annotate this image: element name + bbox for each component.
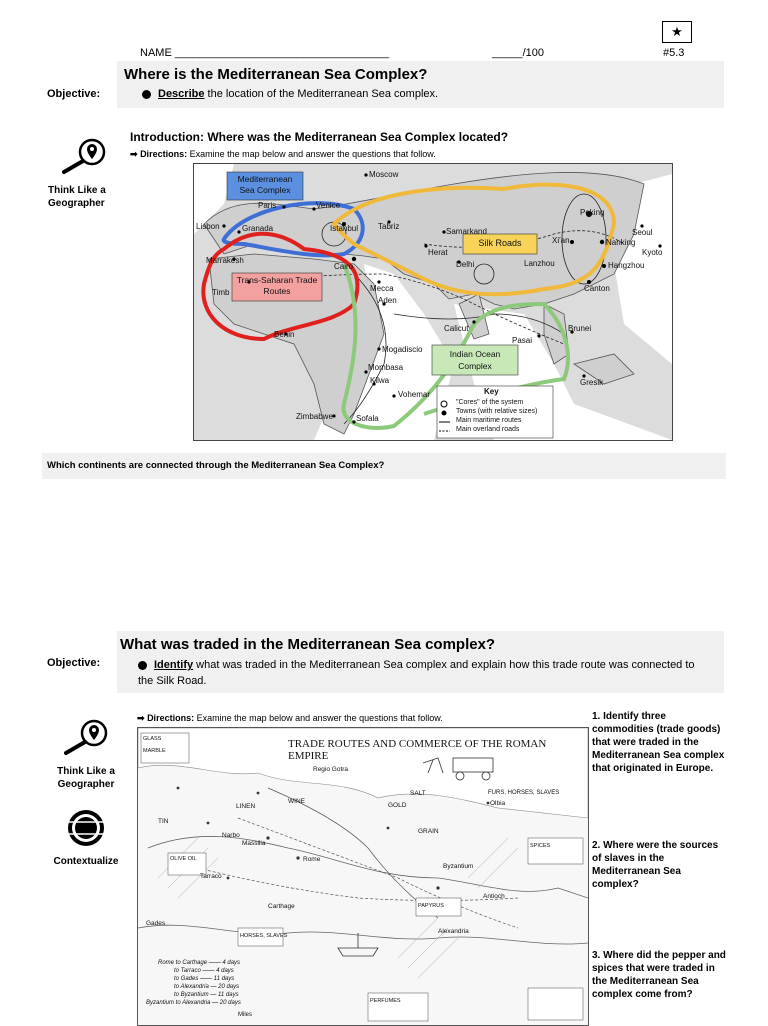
- key-item-cores: "Cores" of the system: [456, 399, 524, 406]
- bullet-icon: [138, 661, 147, 670]
- city-label: Cairo: [334, 262, 354, 271]
- city-label: Aden: [378, 296, 397, 305]
- map2-label: PAPYRUS: [418, 903, 444, 909]
- map2-label: Regio Gotra: [313, 766, 349, 773]
- city-label: Kilwa: [370, 376, 390, 385]
- directions-1: ➡ Directions: Examine the map below and answer the questions that follow.: [130, 149, 436, 159]
- label-trans-saharan: Trans-Saharan Trade Routes: [236, 275, 318, 296]
- map2-label: Olbia: [490, 800, 506, 807]
- map2-label: TIN: [158, 818, 169, 825]
- worksheet-number: #5.3: [663, 47, 685, 59]
- label-indian-ocean: Indian Ocean Complex: [449, 349, 501, 371]
- city-label: Mombasa: [368, 363, 404, 372]
- city-label: Kyoto: [642, 248, 663, 257]
- trade-network-map: [193, 163, 673, 441]
- city-label: Marrakesh: [206, 256, 244, 265]
- section2-title: What was traded in the Mediterranean Sea complex?: [120, 636, 496, 653]
- key-item-maritime: Main maritime routes: [456, 417, 522, 424]
- objective-2: Identify what was traded in the Mediterranean Sea complex and explain how this trade route was connected to the Silk Road.: [138, 659, 695, 687]
- travel-time: to Byzantium — 11 days: [174, 992, 239, 998]
- key-title: Key: [484, 387, 499, 396]
- travel-time: to Alexandria — 20 days: [174, 984, 240, 990]
- label-silk-roads: Silk Roads: [478, 238, 522, 248]
- map2-label: Gades: [146, 920, 166, 927]
- question-1: 1. Identify three commodities (trade goods) that were traded in the Mediterranean Sea complex that originated in Europe.: [592, 711, 725, 774]
- map2-label: Antioch: [483, 893, 505, 900]
- map2-label: MARBLE: [143, 748, 166, 754]
- city-label: Vohemar: [398, 390, 431, 399]
- city-label: Xi'an: [552, 236, 570, 245]
- map2-label: WINE: [288, 798, 305, 805]
- contextualize-icon: [66, 808, 106, 848]
- map2-label: SALT: [410, 790, 426, 797]
- city-label: Delhi: [456, 260, 475, 269]
- city-label: Seoul: [632, 228, 653, 237]
- magnifier-location-icon: [62, 718, 110, 756]
- map2-label: HORSES, SLAVES: [240, 933, 288, 939]
- map2-label: Rome: [303, 856, 321, 863]
- continents-question: Which continents are connected through the Mediterranean Sea Complex?: [47, 460, 385, 471]
- label-med-complex: Mediterranean Sea Complex: [237, 174, 293, 195]
- city-label: Venice: [316, 201, 341, 210]
- map2-label: Byzantium: [443, 863, 474, 870]
- map2-label: LINEN: [236, 803, 256, 810]
- think-like-geographer-label-1: Think Like a Geographer: [48, 185, 106, 209]
- objective-label-2: Objective:: [47, 657, 101, 669]
- map2-label: FURS, HORSES, SLAVES: [488, 790, 560, 796]
- city-label: Mecca: [370, 284, 394, 293]
- question-2: 2. Where were the sources of slaves in the Mediterranean Sea complex?: [592, 840, 719, 890]
- city-label: Benin: [274, 330, 295, 339]
- think-like-geographer-label-2: Think Like a Geographer: [57, 766, 115, 790]
- city-label: Samarkand: [446, 227, 487, 236]
- city-label: Herat: [428, 248, 448, 257]
- map2-label: PERFUMES: [370, 998, 401, 1004]
- city-label: Moscow: [369, 170, 399, 179]
- city-label: Nanking: [606, 238, 636, 247]
- travel-time: to Tarraco —— 4 days: [174, 968, 234, 974]
- travel-time: to Gades —— 11 days: [174, 976, 235, 982]
- city-label: Brunei: [568, 324, 592, 333]
- map2-label: GOLD: [388, 802, 407, 809]
- directions-2: ➡ Directions: Examine the map below and answer the questions that follow.: [137, 713, 443, 723]
- key-item-overland: Main overland roads: [456, 426, 520, 433]
- city-label: Lanzhou: [524, 259, 555, 268]
- star-box: ★: [662, 21, 692, 43]
- map2-label: Miles: [238, 1012, 253, 1018]
- map2-label: GRAIN: [418, 828, 439, 835]
- map2-label: Narbo: [222, 832, 240, 839]
- city-label: Pasai: [512, 336, 533, 345]
- section1-title: Where is the Mediterranean Sea Complex?: [124, 66, 428, 83]
- magnifier-location-icon: [60, 137, 108, 175]
- objective-label-1: Objective:: [47, 88, 101, 100]
- city-label: Paris: [258, 201, 277, 210]
- roman-trade-map: [137, 727, 589, 1026]
- city-label: Sofala: [356, 414, 379, 423]
- travel-time: Rome to Carthage —— 4 days: [158, 960, 241, 966]
- map2-label: Massilia: [242, 840, 266, 847]
- name-field[interactable]: NAME ___________________________________: [140, 47, 389, 59]
- contextualize-label: Contextualize: [53, 856, 119, 867]
- city-label: Tabriz: [378, 222, 400, 231]
- city-label: Lisbon: [196, 222, 220, 231]
- city-label: Zimbabwe: [296, 412, 333, 421]
- score-field[interactable]: _____/100: [492, 47, 544, 59]
- objective-1: Describe the location of the Mediterranean Sea complex.: [142, 88, 438, 100]
- map2-label: Carthage: [268, 903, 295, 910]
- city-label: Granada: [242, 224, 274, 233]
- map2-label: GLASS: [143, 736, 162, 742]
- map2-label: SPICES: [530, 843, 551, 849]
- question-3: 3. Where did the pepper and spices that were traded in the Mediterranean Sea complex come from?: [592, 950, 726, 1000]
- map2-label: Alexandria: [438, 928, 469, 935]
- city-label: Canton: [584, 284, 610, 293]
- bullet-icon: [142, 90, 151, 99]
- travel-time: Byzantium to Alexandria — 20 days: [146, 1000, 241, 1006]
- city-label: Istanbul: [330, 224, 359, 233]
- city-label: Hangzhou: [608, 261, 645, 270]
- city-label: Gresik: [580, 378, 604, 387]
- map2-label: Tarraco: [200, 873, 222, 880]
- city-label: Calicut: [444, 324, 469, 333]
- map2-label: OLIVE OIL: [170, 856, 197, 862]
- roman-map-title: TRADE ROUTES AND COMMERCE OF THE ROMAN EMPIRE: [288, 738, 547, 762]
- intro-question: Introduction: Where was the Mediterranean Sea Complex located?: [130, 130, 509, 144]
- city-label: Timb: [212, 288, 230, 297]
- key-item-towns: Towns (with relative sizes): [456, 408, 538, 415]
- city-label: Mogadiscio: [382, 345, 423, 354]
- city-label: Peking: [580, 208, 605, 217]
